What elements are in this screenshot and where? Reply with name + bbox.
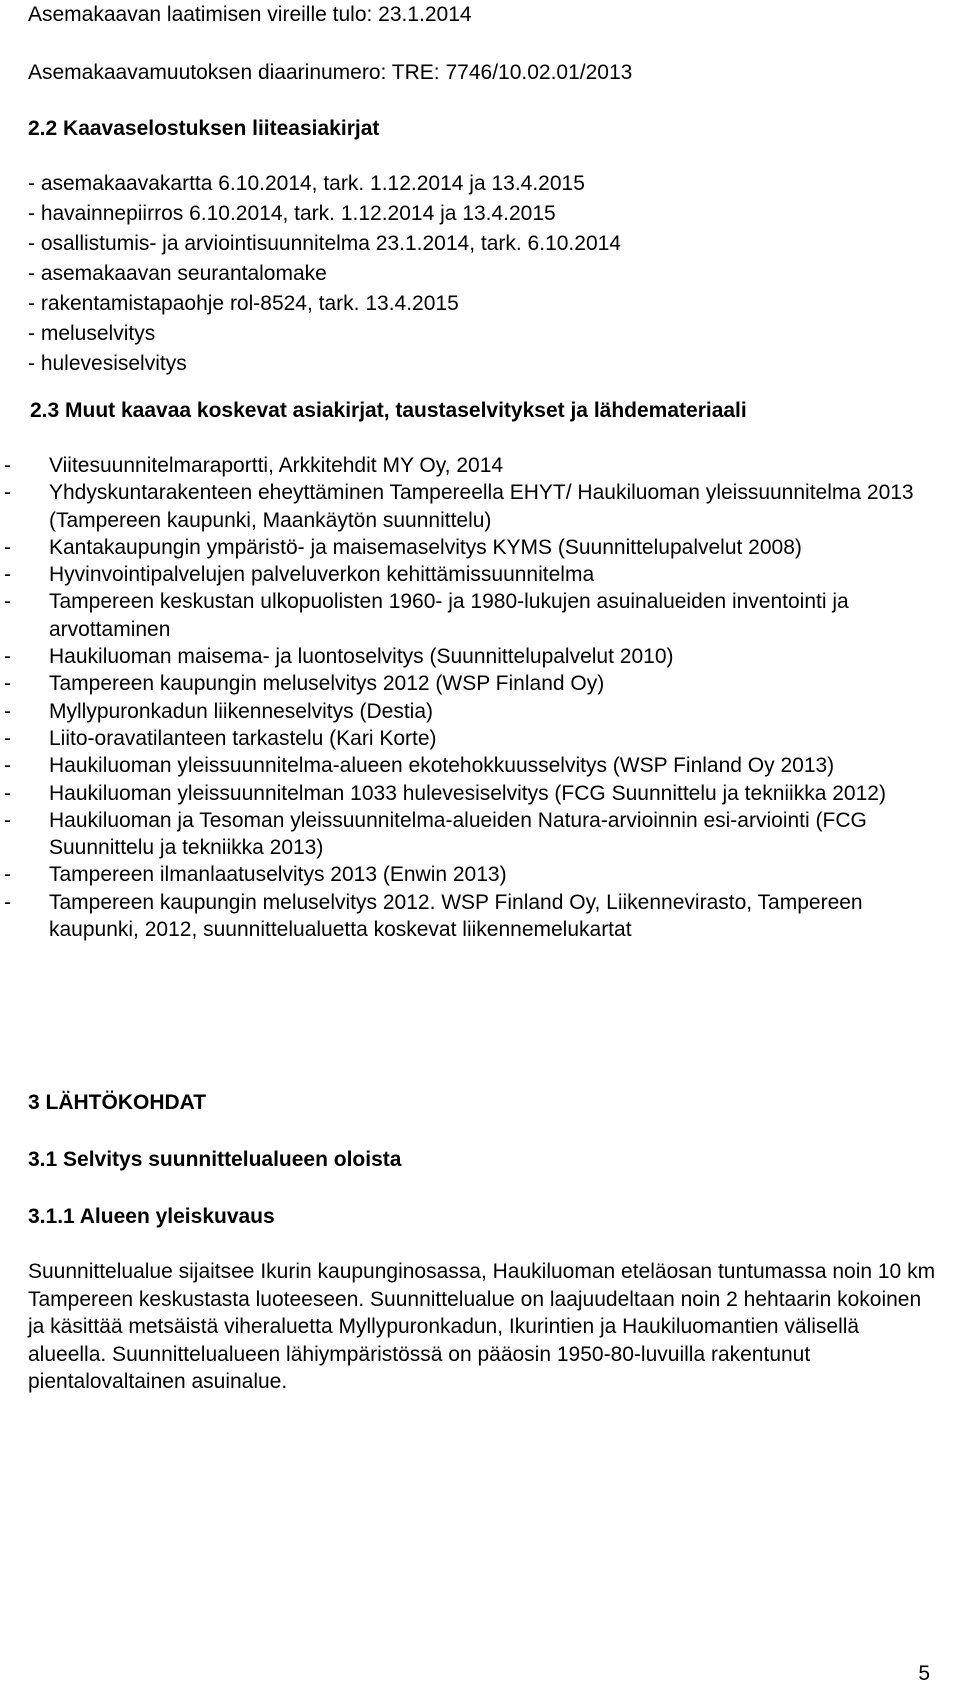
list-item (4, 588, 936, 643)
list-item (4, 725, 936, 752)
list-dash: - (4, 726, 11, 750)
body-paragraph: Suunnittelualue sijaitsee Ikurin kaupunginosassa, Haukiluoman eteläosan tuntumassa noin 10 km Tampereen keskustasta luoteeseen. Suunnittelualue on laajuudeltaan noin 2 hehtaarin kokoinen ja käsittää metsäistä viheraluetta Myllypuronkadun, Ikurintien ja Haukiluomantien välisellä alueella. Suunnittelualueen lähiympäristössä on pääosin 1950-80-luvuilla rakentunut pientalovaltainen asuinalue. (28, 1260, 936, 1393)
list-item (4, 861, 936, 888)
section-3-1-1-title: 3.1.1 Alueen yleiskuvaus (28, 1205, 275, 1228)
record-number: Asemakaavamuutoksen diaarinumero: TRE: 7746/10.02.01/2013 (28, 61, 633, 84)
list-dash: - (4, 454, 11, 477)
list-dash: - (4, 781, 11, 805)
section-2-3 (4, 396, 936, 943)
list-item-text: Tampereen keskustan ulkopuolisten 1960- ja 1980-lukujen asuinalueiden inventointi ja arvottaminen (49, 590, 849, 641)
list-item (4, 780, 936, 807)
document-header (28, 0, 936, 88)
list-item-text: Viitesuunnitelmaraportti, Arkkitehdit MY Oy, 2014 (49, 454, 504, 477)
list-item-text: Haukiluoman yleissuunnitelma-alueen ekotehokkuusselvitys (WSP Finland Oy 2013) (49, 754, 835, 778)
list-item: - osallistumis- ja arviointisuunnitelma 23.1.2014, tark. 6.10.2014 (28, 232, 621, 255)
section-3-1-1 (28, 1202, 936, 1396)
section-2-2 (28, 114, 936, 379)
list-item-text: Yhdyskuntarakenteen eheyttäminen Tampereella EHYT/ Haukiluoman yleissuunnitelma 2013 (Tampereen kaupunki, Maankäytön suunnittelu) (49, 481, 914, 532)
list-dash: - (4, 535, 11, 559)
list-item-text: Tampereen kaupungin meluselvitys 2012 (WSP Finland Oy) (49, 672, 605, 696)
list-dash: - (4, 863, 11, 887)
section-3-1 (28, 1145, 936, 1175)
list-item-text: Haukiluoman ja Tesoman yleissuunnitelma-alueiden Natura-arvioinnin esi-arviointi (FCG Suunnittelu ja tekniikka 2013) (49, 808, 867, 860)
list-item (4, 752, 936, 779)
list-dash: - (4, 808, 11, 832)
list-dash: - (4, 645, 11, 669)
section-2-3-title: 2.3 Muut kaavaa koskevat asiakirjat, taustaselvitykset ja lähdemateriaali (30, 399, 747, 422)
section-3 (28, 1088, 936, 1118)
list-item (4, 670, 936, 697)
list-item (4, 698, 936, 725)
list-dash: - (4, 672, 11, 696)
reference-list (4, 452, 936, 943)
list-item-text: Haukiluoman maisema- ja luontoselvitys (Suunnittelupalvelut 2010) (49, 645, 674, 669)
appendix-list (28, 169, 936, 379)
list-item-text: Liito-oravatilanteen tarkastelu (Kari Korte) (49, 726, 437, 750)
list-dash: - (4, 754, 11, 778)
list-item: - hulevesiselvitys (28, 352, 187, 375)
list-item: - rakentamistapaohje rol-8524, tark. 13.4.2015 (28, 292, 459, 315)
list-item-text: Hyvinvointipalvelujen palveluverkon kehittämissuunnitelma (49, 563, 595, 587)
list-item (4, 561, 936, 588)
plan-initiation-date: Asemakaavan laatimisen vireille tulo: 23.1.2014 (28, 3, 472, 26)
list-item-text: Kantakaupungin ympäristö- ja maisemaselvitys KYMS (Suunnittelupalvelut 2008) (49, 535, 802, 559)
list-item (4, 534, 936, 561)
list-dash: - (4, 699, 11, 723)
page-number: 5 (918, 1662, 930, 1685)
list-item (4, 889, 936, 944)
list-item (4, 452, 936, 479)
list-dash: - (4, 563, 11, 587)
list-dash: - (4, 481, 11, 505)
list-item (4, 643, 936, 670)
list-item-text: Tampereen ilmanlaatuselvitys 2013 (Enwin 2013) (49, 863, 507, 887)
section-3-1-title: 3.1 Selvitys suunnittelualueen oloista (28, 1148, 402, 1171)
list-item: - asemakaavan seurantalomake (28, 262, 327, 285)
list-dash: - (4, 890, 11, 914)
list-item-text: Myllypuronkadun liikenneselvitys (Destia) (49, 699, 433, 723)
list-item: - meluselvitys (28, 322, 156, 345)
list-item (4, 479, 936, 534)
list-item (4, 807, 936, 862)
list-item-text: Tampereen kaupungin meluselvitys 2012. WSP Finland Oy, Liikennevirasto, Tampereen kaupunki, 2012, suunnittelualuetta koskevat liikennemelukartat (49, 890, 863, 942)
section-2-2-title: 2.2 Kaavaselostuksen liiteasiakirjat (28, 117, 380, 140)
list-item: - asemakaavakartta 6.10.2014, tark. 1.12.2014 ja 13.4.2015 (28, 172, 585, 195)
section-3-title: 3 LÄHTÖKOHDAT (28, 1091, 207, 1114)
list-item: - havainnepiirros 6.10.2014, tark. 1.12.2014 ja 13.4.2015 (28, 202, 556, 225)
list-item-text: Haukiluoman yleissuunnitelman 1033 hulevesiselvitys (FCG Suunnittelu ja tekniikka 2012) (49, 781, 886, 805)
list-dash: - (4, 590, 11, 614)
